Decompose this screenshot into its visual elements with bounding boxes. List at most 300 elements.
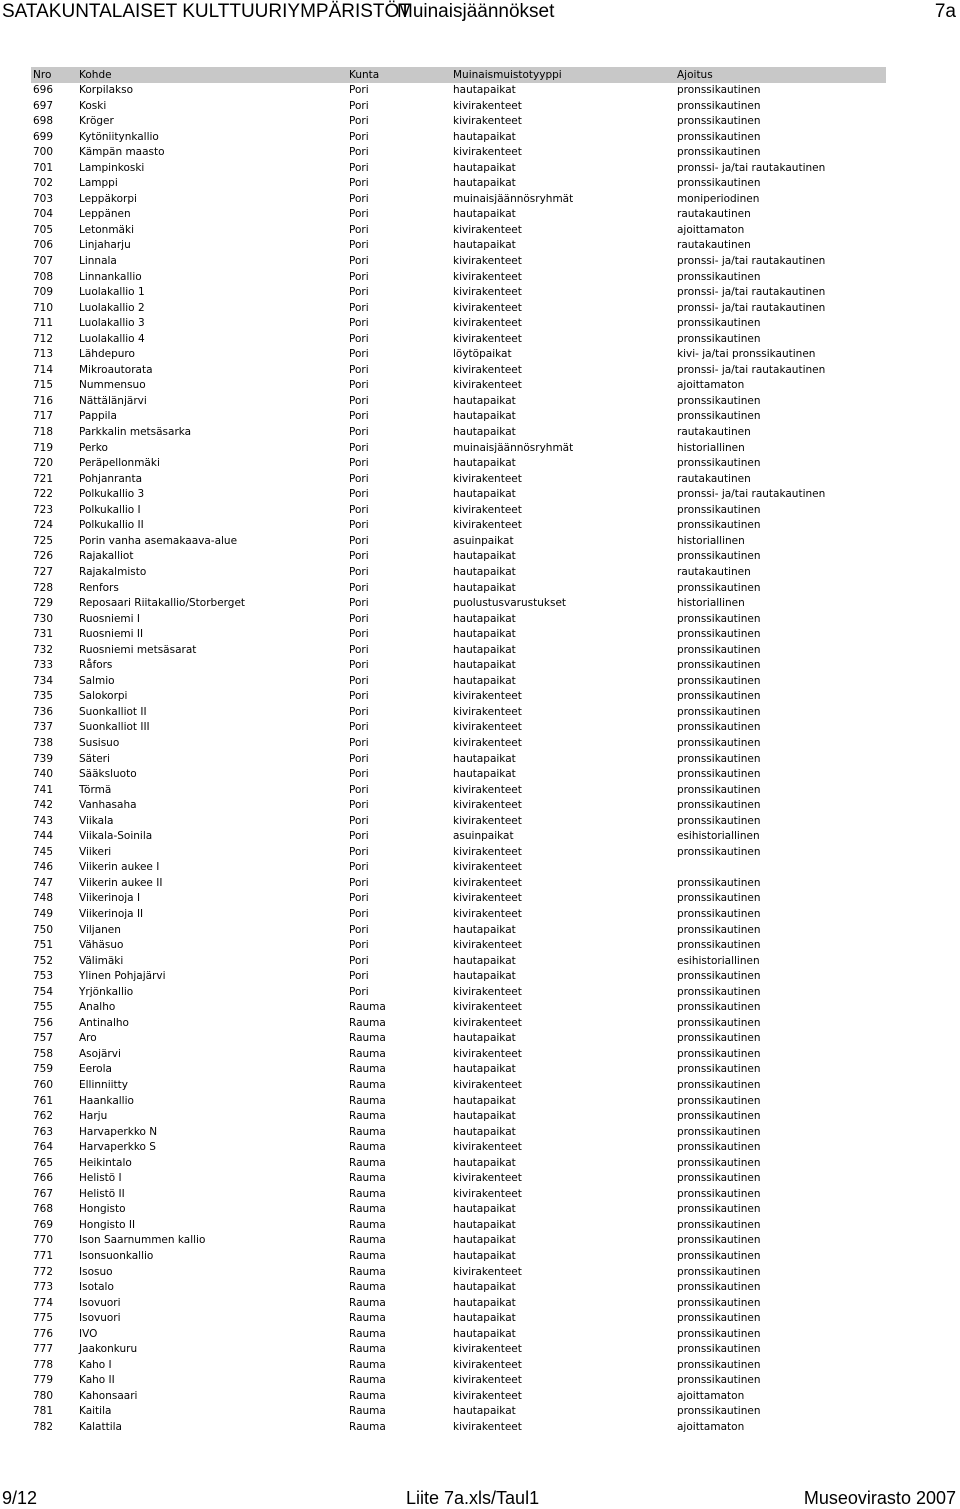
cell-tyyppi: hautapaikat <box>453 208 516 221</box>
cell-kohde: Luolakallio 3 <box>79 317 145 330</box>
cell-ajoitus: ajoittamaton <box>677 379 745 392</box>
cell-tyyppi: hautapaikat <box>453 923 516 936</box>
cell-ajoitus: pronssikautinen <box>677 1016 761 1029</box>
cell-kohde: Isovuori <box>79 1296 121 1309</box>
table-row <box>31 114 886 130</box>
cell-ajoitus: pronssikautinen <box>677 612 761 625</box>
table-row <box>31 518 886 534</box>
cell-tyyppi: asuinpaikat <box>453 534 514 547</box>
cell-ajoitus: pronssikautinen <box>677 1094 761 1107</box>
cell-tyyppi: hautapaikat <box>453 457 516 470</box>
cell-kohde: Kröger <box>79 115 114 128</box>
cell-ajoitus: pronssikautinen <box>677 845 761 858</box>
cell-ajoitus: historiallinen <box>677 597 745 610</box>
cell-nro: 742 <box>33 799 54 812</box>
cell-nro: 713 <box>33 348 54 361</box>
cell-kohde: Viikerinoja II <box>79 907 144 920</box>
cell-nro: 731 <box>33 628 54 641</box>
cell-kunta: Rauma <box>349 1156 386 1169</box>
cell-tyyppi: kivirakenteet <box>453 146 522 159</box>
table-row <box>31 938 886 954</box>
table-row <box>31 487 886 503</box>
cell-kunta: Pori <box>349 99 369 112</box>
cell-nro: 782 <box>33 1421 54 1434</box>
table-row <box>31 1047 886 1063</box>
cell-tyyppi: kivirakenteet <box>453 379 522 392</box>
table-row <box>31 1233 886 1249</box>
cell-kohde: Linnala <box>79 255 117 268</box>
cell-tyyppi: kivirakenteet <box>453 861 522 874</box>
cell-nro: 716 <box>33 394 54 407</box>
table-row <box>31 643 886 659</box>
cell-kohde: Asojärvi <box>79 1047 121 1060</box>
cell-nro: 707 <box>33 255 54 268</box>
cell-kohde: Ruosniemi metsäsarat <box>79 643 197 656</box>
cell-kohde: Ellinniitty <box>79 1079 128 1091</box>
cell-nro: 756 <box>33 1016 54 1029</box>
cell-ajoitus: pronssikautinen <box>677 643 761 656</box>
cell-ajoitus: pronssikautinen <box>677 550 761 563</box>
cell-tyyppi: kivirakenteet <box>453 876 522 889</box>
cell-kunta: Pori <box>349 892 369 905</box>
cell-tyyppi: hautapaikat <box>453 394 516 407</box>
cell-ajoitus: pronssikautinen <box>677 985 761 998</box>
column-header-kunta: Kunta <box>349 69 380 81</box>
cell-kunta: Rauma <box>349 1125 386 1138</box>
cell-nro: 700 <box>33 146 54 159</box>
table-row <box>31 1078 886 1094</box>
cell-kohde: Salokorpi <box>79 690 128 703</box>
cell-tyyppi: hautapaikat <box>453 659 516 672</box>
cell-kunta: Pori <box>349 301 369 314</box>
table-row <box>31 534 886 550</box>
table-row <box>31 363 886 379</box>
cell-kunta: Pori <box>349 597 369 610</box>
cell-tyyppi: kivirakenteet <box>453 1047 522 1060</box>
cell-nro: 696 <box>33 84 54 96</box>
cell-ajoitus: pronssikautinen <box>677 814 761 827</box>
cell-nro: 725 <box>33 534 54 547</box>
table-row <box>31 767 886 783</box>
cell-ajoitus: rautakautinen <box>677 565 751 578</box>
cell-kohde: Letonmäki <box>79 223 134 236</box>
cell-kunta: Pori <box>349 674 369 687</box>
cell-ajoitus: pronssikautinen <box>677 705 761 718</box>
cell-tyyppi: hautapaikat <box>453 1203 516 1216</box>
column-header-kohde: Kohde <box>79 69 112 81</box>
cell-kunta: Rauma <box>349 1327 386 1340</box>
table-row <box>31 1016 886 1032</box>
cell-nro: 701 <box>33 161 54 174</box>
table-row <box>31 1140 886 1156</box>
cell-kunta: Pori <box>349 255 369 268</box>
cell-ajoitus: pronssikautinen <box>677 1358 761 1371</box>
cell-tyyppi: hautapaikat <box>453 410 516 423</box>
cell-nro: 749 <box>33 907 54 920</box>
cell-tyyppi: hautapaikat <box>453 1094 516 1107</box>
cell-nro: 780 <box>33 1389 54 1402</box>
cell-kunta: Pori <box>349 643 369 656</box>
table-row <box>31 409 886 425</box>
cell-nro: 712 <box>33 332 54 345</box>
cell-kohde: Nummensuo <box>79 379 146 392</box>
cell-tyyppi: kivirakenteet <box>453 892 522 905</box>
table-row <box>31 1327 886 1343</box>
cell-kohde: Susisuo <box>79 736 120 749</box>
cell-tyyppi: hautapaikat <box>453 1281 516 1294</box>
cell-nro: 764 <box>33 1141 54 1154</box>
cell-tyyppi: kivirakenteet <box>453 1016 522 1029</box>
cell-ajoitus: pronssikautinen <box>677 1405 761 1418</box>
cell-kunta: Pori <box>349 270 369 283</box>
cell-nro: 778 <box>33 1358 54 1371</box>
cell-kunta: Pori <box>349 768 369 781</box>
cell-tyyppi: hautapaikat <box>453 1234 516 1247</box>
cell-ajoitus: pronssikautinen <box>677 721 761 734</box>
cell-kunta: Rauma <box>349 1016 386 1029</box>
cell-nro: 698 <box>33 115 54 128</box>
cell-kohde: Törmä <box>79 783 112 796</box>
cell-tyyppi: hautapaikat <box>453 643 516 656</box>
cell-kohde: Suonkalliot III <box>79 721 150 734</box>
table-row <box>31 1187 886 1203</box>
cell-kunta: Rauma <box>349 1218 386 1231</box>
cell-kunta: Rauma <box>349 1296 386 1309</box>
cell-ajoitus: pronssi- ja/tai rautakautinen <box>677 255 826 268</box>
cell-nro: 702 <box>33 177 54 190</box>
cell-kohde: Nättälänjärvi <box>79 394 147 407</box>
cell-kunta: Pori <box>349 208 369 221</box>
cell-kohde: Säteri <box>79 752 110 765</box>
cell-nro: 759 <box>33 1063 54 1076</box>
cell-kohde: Ylinen Pohjajärvi <box>79 970 166 983</box>
cell-ajoitus: pronssikautinen <box>677 1343 761 1356</box>
cell-kohde: Råfors <box>79 659 113 672</box>
table-row <box>31 332 886 348</box>
cell-kunta: Pori <box>349 348 369 361</box>
cell-nro: 758 <box>33 1047 54 1060</box>
cell-nro: 779 <box>33 1374 54 1387</box>
cell-nro: 767 <box>33 1187 54 1200</box>
cell-kohde: Rajakalmisto <box>79 565 147 578</box>
cell-ajoitus: pronssikautinen <box>677 146 761 159</box>
table-row <box>31 1031 886 1047</box>
cell-ajoitus: pronssikautinen <box>677 130 761 143</box>
table-row <box>31 130 886 146</box>
cell-nro: 729 <box>33 597 54 610</box>
cell-nro: 708 <box>33 270 54 283</box>
table-row <box>31 238 886 254</box>
cell-tyyppi: hautapaikat <box>453 1327 516 1340</box>
cell-ajoitus: pronssikautinen <box>677 736 761 749</box>
cell-tyyppi: kivirakenteet <box>453 845 522 858</box>
cell-tyyppi: hautapaikat <box>453 768 516 781</box>
cell-nro: 726 <box>33 550 54 563</box>
cell-tyyppi: kivirakenteet <box>453 503 522 516</box>
cell-tyyppi: hautapaikat <box>453 239 516 252</box>
cell-kohde: Hongisto <box>79 1203 126 1216</box>
cell-kunta: Pori <box>349 223 369 236</box>
table-row <box>31 1202 886 1218</box>
cell-kohde: Renfors <box>79 581 119 594</box>
cell-tyyppi: kivirakenteet <box>453 332 522 345</box>
table-row <box>31 907 886 923</box>
cell-nro: 736 <box>33 705 54 718</box>
table-row <box>31 612 886 628</box>
cell-tyyppi: hautapaikat <box>453 581 516 594</box>
cell-kohde: Parkkalin metsäsarka <box>79 426 192 439</box>
table-header-row <box>31 67 886 83</box>
table-row <box>31 1218 886 1234</box>
cell-nro: 730 <box>33 612 54 625</box>
cell-kunta: Rauma <box>349 1281 386 1294</box>
table-row <box>31 192 886 208</box>
cell-ajoitus: pronssi- ja/tai rautakautinen <box>677 161 826 174</box>
cell-ajoitus: pronssi- ja/tai rautakautinen <box>677 363 826 376</box>
cell-kunta: Pori <box>349 317 369 330</box>
cell-nro: 703 <box>33 192 54 205</box>
table-row <box>31 1404 886 1420</box>
cell-kohde: Aro <box>79 1032 97 1045</box>
cell-tyyppi: hautapaikat <box>453 612 516 625</box>
cell-nro: 765 <box>33 1156 54 1169</box>
cell-ajoitus: pronssikautinen <box>677 1125 761 1138</box>
cell-kohde: Vähäsuo <box>79 939 124 952</box>
cell-tyyppi: kivirakenteet <box>453 99 522 112</box>
table-row <box>31 954 886 970</box>
cell-nro: 740 <box>33 768 54 781</box>
cell-kunta: Pori <box>349 799 369 812</box>
cell-kohde: Linnankallio <box>79 270 142 283</box>
cell-tyyppi: hautapaikat <box>453 674 516 687</box>
table-row <box>31 1342 886 1358</box>
cell-kohde: Kahonsaari <box>79 1389 138 1402</box>
cell-kunta: Rauma <box>349 1172 386 1185</box>
cell-tyyppi: hautapaikat <box>453 1218 516 1231</box>
table-row <box>31 378 886 394</box>
table-row <box>31 1358 886 1374</box>
cell-ajoitus: pronssikautinen <box>677 752 761 765</box>
cell-nro: 717 <box>33 410 54 423</box>
cell-ajoitus: pronssikautinen <box>677 690 761 703</box>
cell-nro: 697 <box>33 99 54 112</box>
cell-kunta: Pori <box>349 177 369 190</box>
column-header-tyyppi: Muinaismuistotyyppi <box>453 69 562 81</box>
cell-tyyppi: kivirakenteet <box>453 1343 522 1356</box>
table-row <box>31 503 886 519</box>
cell-tyyppi: hautapaikat <box>453 1312 516 1325</box>
cell-kohde: Lamppi <box>79 177 118 190</box>
table-row <box>31 1420 886 1436</box>
cell-kunta: Pori <box>349 612 369 625</box>
cell-kohde: Luolakallio 4 <box>79 332 145 345</box>
cell-kunta: Pori <box>349 286 369 299</box>
cell-ajoitus: pronssikautinen <box>677 923 761 936</box>
cell-kunta: Pori <box>349 146 369 159</box>
cell-nro: 739 <box>33 752 54 765</box>
cell-tyyppi: kivirakenteet <box>453 115 522 128</box>
cell-nro: 737 <box>33 721 54 734</box>
cell-ajoitus: pronssikautinen <box>677 768 761 781</box>
table-row <box>31 145 886 161</box>
cell-ajoitus: pronssikautinen <box>677 115 761 128</box>
cell-nro: 752 <box>33 954 54 967</box>
cell-kohde: Salmio <box>79 674 115 687</box>
cell-tyyppi: kivirakenteet <box>453 1265 522 1278</box>
cell-ajoitus: pronssikautinen <box>677 1187 761 1200</box>
cell-tyyppi: löytöpaikat <box>453 348 512 361</box>
cell-kohde: Kytöniitynkallio <box>79 130 159 143</box>
cell-kunta: Rauma <box>349 1094 386 1107</box>
cell-tyyppi: kivirakenteet <box>453 907 522 920</box>
cell-nro: 714 <box>33 363 54 376</box>
cell-kunta: Rauma <box>349 1001 386 1014</box>
cell-kohde: Ruosniemi I <box>79 612 140 625</box>
cell-tyyppi: kivirakenteet <box>453 363 522 376</box>
cell-tyyppi: kivirakenteet <box>453 1001 522 1014</box>
cell-kunta: Pori <box>349 534 369 547</box>
cell-nro: 773 <box>33 1281 54 1294</box>
cell-nro: 774 <box>33 1296 54 1309</box>
cell-nro: 727 <box>33 565 54 578</box>
cell-ajoitus: pronssikautinen <box>677 519 761 532</box>
cell-tyyppi: kivirakenteet <box>453 472 522 485</box>
table-row <box>31 1249 886 1265</box>
cell-kohde: Polkukallio II <box>79 519 144 532</box>
cell-kohde: Viikerinoja I <box>79 892 141 905</box>
cell-kohde: Koski <box>79 99 107 112</box>
cell-ajoitus: pronssikautinen <box>677 1312 761 1325</box>
table-row <box>31 394 886 410</box>
cell-nro: 746 <box>33 861 54 874</box>
cell-kohde: Porin vanha asemakaava-alue <box>79 534 238 547</box>
cell-ajoitus: pronssikautinen <box>677 1234 761 1247</box>
cell-ajoitus: pronssikautinen <box>677 628 761 641</box>
cell-nro: 761 <box>33 1094 54 1107</box>
cell-tyyppi: kivirakenteet <box>453 1358 522 1371</box>
cell-kunta: Rauma <box>349 1389 386 1402</box>
cell-ajoitus: pronssikautinen <box>677 907 761 920</box>
cell-kunta: Rauma <box>349 1187 386 1200</box>
cell-kohde: Leppänen <box>79 208 131 221</box>
cell-kohde: Välimäki <box>79 954 124 967</box>
cell-kunta: Pori <box>349 239 369 252</box>
cell-kunta: Pori <box>349 410 369 423</box>
cell-nro: 762 <box>33 1110 54 1123</box>
cell-nro: 709 <box>33 286 54 299</box>
cell-kunta: Pori <box>349 985 369 998</box>
table-row <box>31 83 886 99</box>
cell-nro: 724 <box>33 519 54 532</box>
cell-kunta: Pori <box>349 581 369 594</box>
table-row <box>31 1373 886 1389</box>
cell-ajoitus: pronssikautinen <box>677 1079 761 1091</box>
table-row <box>31 1389 886 1405</box>
cell-kunta: Pori <box>349 705 369 718</box>
cell-nro: 766 <box>33 1172 54 1185</box>
cell-tyyppi: kivirakenteet <box>453 1141 522 1154</box>
cell-ajoitus: moniperiodinen <box>677 192 760 205</box>
table-row <box>31 829 886 845</box>
cell-tyyppi: puolustusvarustukset <box>453 597 567 610</box>
cell-nro: 733 <box>33 659 54 672</box>
cell-ajoitus: pronssikautinen <box>677 674 761 687</box>
cell-kunta: Pori <box>349 736 369 749</box>
cell-kohde: Kaho II <box>79 1374 115 1387</box>
cell-tyyppi: hautapaikat <box>453 1296 516 1309</box>
table-row <box>31 1125 886 1141</box>
cell-kohde: Korpilakso <box>79 84 134 96</box>
cell-nro: 751 <box>33 939 54 952</box>
table-row <box>31 1311 886 1327</box>
cell-ajoitus: historiallinen <box>677 441 745 454</box>
cell-ajoitus: pronssikautinen <box>677 1032 761 1045</box>
cell-kohde: Rajakalliot <box>79 550 134 563</box>
cell-tyyppi: hautapaikat <box>453 1156 516 1169</box>
cell-ajoitus: pronssikautinen <box>677 394 761 407</box>
cell-ajoitus: rautakautinen <box>677 426 751 439</box>
cell-ajoitus: pronssikautinen <box>677 457 761 470</box>
cell-kohde: Isosuo <box>79 1265 113 1278</box>
cell-ajoitus: pronssikautinen <box>677 799 761 812</box>
cell-ajoitus: pronssikautinen <box>677 783 761 796</box>
cell-tyyppi: hautapaikat <box>453 161 516 174</box>
cell-kunta: Pori <box>349 830 369 843</box>
cell-tyyppi: hautapaikat <box>453 970 516 983</box>
cell-kohde: Viikeri <box>79 845 112 858</box>
source-file: Liite 7a.xls/Taul1 <box>406 1488 540 1508</box>
cell-tyyppi: kivirakenteet <box>453 1421 522 1434</box>
cell-kunta: Pori <box>349 130 369 143</box>
cell-nro: 719 <box>33 441 54 454</box>
cell-ajoitus: pronssikautinen <box>677 892 761 905</box>
cell-kunta: Pori <box>349 954 369 967</box>
cell-ajoitus: ajoittamaton <box>677 223 745 236</box>
cell-tyyppi: kivirakenteet <box>453 1374 522 1387</box>
cell-tyyppi: kivirakenteet <box>453 814 522 827</box>
cell-nro: 757 <box>33 1032 54 1045</box>
cell-kunta: Pori <box>349 845 369 858</box>
cell-ajoitus: pronssikautinen <box>677 332 761 345</box>
cell-nro: 706 <box>33 239 54 252</box>
table-row <box>31 1000 886 1016</box>
cell-kohde: Viikala-Soinila <box>79 830 153 843</box>
cell-tyyppi: hautapaikat <box>453 628 516 641</box>
cell-ajoitus: pronssi- ja/tai rautakautinen <box>677 301 826 314</box>
cell-kunta: Pori <box>349 379 369 392</box>
cell-tyyppi: kivirakenteet <box>453 1389 522 1402</box>
document-title: SATAKUNTALAISET KULTTUURIYMPÄRISTÖT <box>2 1 411 22</box>
cell-kunta: Pori <box>349 907 369 920</box>
cell-tyyppi: hautapaikat <box>453 565 516 578</box>
cell-ajoitus: pronssikautinen <box>677 1374 761 1387</box>
cell-nro: 732 <box>33 643 54 656</box>
cell-tyyppi: kivirakenteet <box>453 1172 522 1185</box>
cell-kohde: Harvaperkko S <box>79 1141 156 1154</box>
page-footer <box>0 1488 960 1508</box>
table-row <box>31 1094 886 1110</box>
table-row <box>31 860 886 876</box>
cell-kohde: Analho <box>79 1001 116 1014</box>
cell-kunta: Rauma <box>349 1265 386 1278</box>
cell-ajoitus: pronssikautinen <box>677 1047 761 1060</box>
cell-tyyppi: kivirakenteet <box>453 705 522 718</box>
cell-nro: 705 <box>33 223 54 236</box>
table-row <box>31 923 886 939</box>
cell-nro: 775 <box>33 1312 54 1325</box>
cell-nro: 710 <box>33 301 54 314</box>
table-row <box>31 176 886 192</box>
